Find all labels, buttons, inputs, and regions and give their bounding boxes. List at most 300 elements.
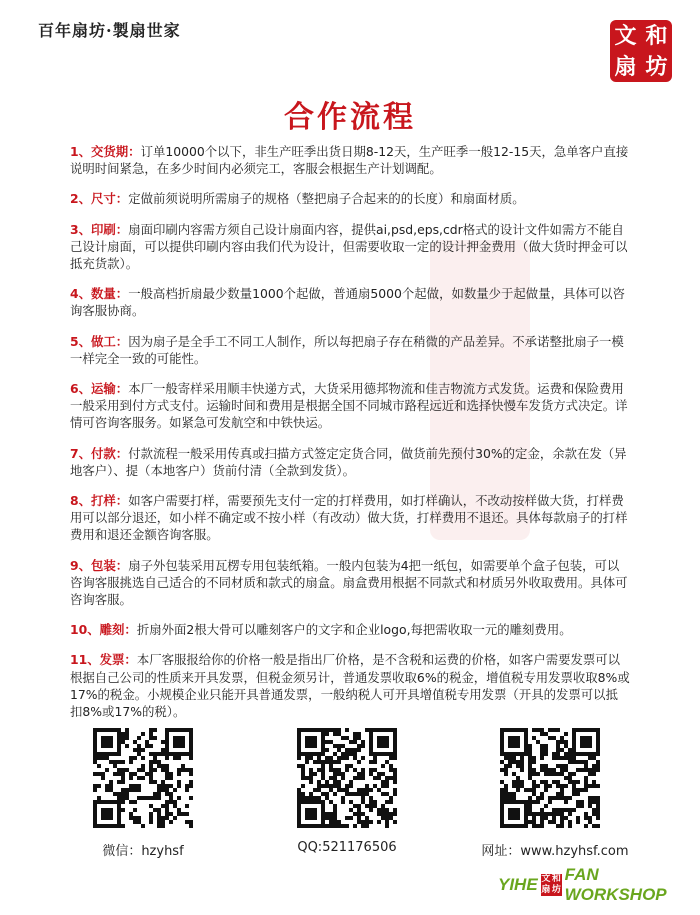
qr-module: [540, 768, 544, 772]
item-number: 4、: [70, 286, 92, 302]
qr-module: [548, 784, 552, 788]
qr-module: [349, 764, 353, 768]
qr-module: [564, 816, 568, 820]
qr-module: [129, 800, 133, 804]
qr-module: [556, 796, 560, 800]
qr-module: [185, 784, 189, 788]
qr-module: [153, 792, 157, 796]
item-number: 11、: [70, 652, 100, 668]
qr-module: [105, 788, 109, 792]
qr-module: [309, 792, 313, 796]
qr-module: [133, 816, 137, 820]
qr-module: [393, 820, 397, 824]
qr-module: [385, 776, 389, 780]
qr-module: [189, 768, 193, 772]
qr-module: [113, 772, 117, 776]
qr-module: [301, 768, 305, 772]
qr-module: [588, 816, 592, 820]
qr-module: [97, 784, 101, 788]
qr-module: [101, 756, 105, 760]
qr-module: [333, 744, 337, 748]
qr-module: [137, 748, 141, 752]
qr-module: [385, 808, 389, 812]
qr-module: [580, 760, 584, 764]
qr-module: [568, 812, 572, 816]
qr-module: [544, 772, 548, 776]
footer-brand-right: FAN WORKSHOP: [564, 865, 667, 904]
qr-module: [345, 768, 349, 772]
qr-module: [540, 808, 544, 812]
qr-module: [556, 748, 560, 752]
qr-module: [548, 772, 552, 776]
qr-module: [345, 792, 349, 796]
qr-module: [177, 780, 181, 784]
qr-module: [141, 824, 145, 828]
qr-module: [353, 812, 357, 816]
qr-module: [540, 792, 544, 796]
qr-module: [133, 784, 137, 788]
qr-module: [333, 728, 337, 732]
qr-module: [309, 768, 313, 772]
qr-module: [385, 784, 389, 788]
qr-module: [353, 736, 357, 740]
qr-module: [185, 788, 189, 792]
qr-module: [349, 808, 353, 812]
qr-module: [365, 824, 369, 828]
qr-module: [361, 772, 365, 776]
qr-module: [504, 788, 508, 792]
qr-module: [393, 808, 397, 812]
qr-module: [385, 824, 389, 828]
qr-module: [556, 812, 560, 816]
qr-module: [141, 764, 145, 768]
qr-module: [564, 796, 568, 800]
item-heading: 发票：: [99, 652, 137, 668]
qr-module: [173, 756, 177, 760]
qr-module: [121, 768, 125, 772]
qr-module: [584, 780, 588, 784]
qr-module: [341, 824, 345, 828]
qr-module: [592, 784, 596, 788]
qr-module: [157, 820, 161, 824]
qr-module: [329, 776, 333, 780]
qr-module: [157, 752, 161, 756]
qr-module: [580, 804, 584, 808]
qr-module: [560, 820, 564, 824]
qr-module: [317, 796, 321, 800]
item-number: 2、: [70, 191, 92, 207]
qr-module: [560, 736, 564, 740]
qr-module: [572, 788, 576, 792]
qr-module: [329, 788, 333, 792]
qr-module: [325, 760, 329, 764]
qr-module: [532, 728, 536, 732]
qr-module: [552, 812, 556, 816]
list-item: [70, 285, 630, 319]
qr-module: [536, 800, 540, 804]
qr-module: [528, 776, 532, 780]
qr-module: [584, 816, 588, 820]
qr-module: [357, 776, 361, 780]
qr-module: [165, 800, 169, 804]
qr-module: [596, 760, 600, 764]
qr-module: [385, 760, 389, 764]
qr-module: [337, 768, 341, 772]
qr-module: [373, 768, 377, 772]
qr-module: [121, 796, 125, 800]
qr-module: [353, 752, 357, 756]
qr-module: [377, 788, 381, 792]
item-heading: 印刷：: [91, 221, 129, 237]
qr-module: [584, 760, 588, 764]
qr-module: [189, 756, 193, 760]
qr-module: [161, 748, 165, 752]
qr-module: [313, 788, 317, 792]
qr-module: [576, 760, 580, 764]
logo-char: 和: [645, 22, 668, 49]
item-text: 订单10000个以下，非生产旺季出货日期8-12天，生产旺季一般12-15天，急单客户直接说明时间紧急，在多少时间内必须完工，客服会根据生产计划调配。: [70, 144, 629, 177]
qr-module: [177, 756, 181, 760]
qr-module: [365, 820, 369, 824]
website-qr-code[interactable]: [500, 728, 600, 828]
qr-module: [325, 748, 329, 752]
qr-module: [337, 728, 341, 732]
qr-module: [149, 728, 153, 732]
qr-module: [560, 812, 564, 816]
item-heading: 交货期：: [91, 144, 141, 159]
qr-module: [592, 768, 596, 772]
qr-module: [317, 756, 321, 760]
qr-module: [117, 792, 121, 796]
qr-module: [305, 776, 309, 780]
qr-module: [329, 764, 333, 768]
footer-mark: [541, 874, 562, 896]
qr-module: [137, 768, 141, 772]
qr-module: [596, 796, 600, 800]
qr-module: [544, 732, 548, 736]
qr-module: [361, 768, 365, 772]
qr-module: [369, 760, 373, 764]
item-number: 8、: [70, 493, 92, 509]
qr-module: [333, 820, 337, 824]
qr-module: [97, 796, 101, 800]
qr-module: [333, 808, 337, 812]
qr-module: [572, 784, 576, 788]
qr-module: [313, 760, 317, 764]
qr-finder-pattern: [508, 736, 520, 748]
qr-module: [381, 816, 385, 820]
qr-module: [129, 760, 133, 764]
qr-module: [129, 788, 133, 792]
qr-module: [345, 752, 349, 756]
qr-module: [185, 768, 189, 772]
qr-module: [572, 772, 576, 776]
qr-module: [165, 804, 169, 808]
qr-module: [564, 756, 568, 760]
qr-module: [181, 768, 185, 772]
qr-module: [596, 812, 600, 816]
qr-module: [560, 808, 564, 812]
qr-finder-pattern: [580, 736, 592, 748]
qr-module: [365, 816, 369, 820]
qr-module: [301, 772, 305, 776]
qr-module: [161, 780, 165, 784]
qr-module: [149, 804, 153, 808]
qr-module: [129, 776, 133, 780]
qr-module: [309, 756, 313, 760]
qr-module: [329, 800, 333, 804]
qr-module: [137, 784, 141, 788]
qr-module: [129, 812, 133, 816]
qr-module: [381, 808, 385, 812]
qr-module: [536, 784, 540, 788]
qr-module: [520, 768, 524, 772]
qr-module: [145, 796, 149, 800]
qr-module: [345, 816, 349, 820]
qr-module: [353, 824, 357, 828]
qr-module: [536, 796, 540, 800]
qr-module: [568, 748, 572, 752]
qr-module: [588, 800, 592, 804]
qr-module: [512, 772, 516, 776]
qr-module: [161, 820, 165, 824]
qr-module: [125, 796, 129, 800]
qr-module: [528, 772, 532, 776]
qr-module: [361, 792, 365, 796]
website-label[interactable]: 网址：www.hzyhsf.com: [481, 844, 629, 859]
qr-module: [137, 796, 141, 800]
qr-module: [337, 824, 341, 828]
qr-module: [369, 808, 373, 812]
qr-module: [361, 744, 365, 748]
qr-module: [165, 792, 169, 796]
qr-module: [149, 736, 153, 740]
qq-qr-code[interactable]: [297, 728, 397, 828]
qr-module: [548, 800, 552, 804]
qr-module: [572, 756, 576, 760]
qr-module: [325, 784, 329, 788]
qr-module: [508, 792, 512, 796]
qr-module: [189, 784, 193, 788]
qr-module: [540, 820, 544, 824]
qr-module: [512, 756, 516, 760]
qr-module: [361, 776, 365, 780]
qr-finder-pattern: [508, 808, 520, 820]
qr-module: [552, 816, 556, 820]
qr-module: [568, 756, 572, 760]
qr-module: [536, 740, 540, 744]
qr-module: [325, 728, 329, 732]
qr-module: [393, 788, 397, 792]
qr-module: [592, 764, 596, 768]
qr-module: [325, 792, 329, 796]
qr-module: [185, 804, 189, 808]
qr-module: [393, 772, 397, 776]
qr-module: [528, 808, 532, 812]
qr-module: [149, 796, 153, 800]
qr-module: [325, 780, 329, 784]
qr-module: [377, 820, 381, 824]
qr-module: [592, 808, 596, 812]
qr-module: [349, 816, 353, 820]
qr-module: [592, 800, 596, 804]
item-heading: 包装：: [91, 557, 129, 573]
qr-module: [528, 812, 532, 816]
qr-module: [153, 768, 157, 772]
qr-module: [125, 732, 129, 736]
qr-module: [516, 764, 520, 768]
qr-module: [353, 740, 357, 744]
qr-module: [349, 752, 353, 756]
qr-module: [532, 812, 536, 816]
qr-module: [576, 792, 580, 796]
item-heading: 运输：: [91, 381, 129, 397]
list-item: [70, 621, 630, 638]
qr-module: [121, 808, 125, 812]
wechat-qr-code[interactable]: [93, 728, 193, 828]
qr-module: [125, 736, 129, 740]
qr-module: [532, 736, 536, 740]
item-heading: 雕刻：: [99, 622, 137, 638]
qr-module: [333, 752, 337, 756]
qr-module: [393, 792, 397, 796]
qr-module: [149, 772, 153, 776]
qr-module: [161, 768, 165, 772]
qr-module: [361, 788, 365, 792]
qr-module: [137, 788, 141, 792]
qr-module: [556, 772, 560, 776]
qr-module: [357, 760, 361, 764]
footer-logo: [498, 865, 678, 904]
qr-module: [333, 792, 337, 796]
qr-module: [121, 740, 125, 744]
qr-module: [153, 728, 157, 732]
qr-module: [576, 816, 580, 820]
qr-module: [504, 772, 508, 776]
qr-module: [113, 792, 117, 796]
qr-module: [584, 776, 588, 780]
qr-module: [540, 780, 544, 784]
qr-module: [556, 728, 560, 732]
qr-module: [592, 796, 596, 800]
qr-module: [373, 776, 377, 780]
qr-module: [381, 780, 385, 784]
qr-module: [552, 780, 556, 784]
qr-module: [121, 772, 125, 776]
qr-module: [329, 760, 333, 764]
qr-module: [333, 784, 337, 788]
qr-module: [568, 808, 572, 812]
qr-module: [580, 800, 584, 804]
qr-module: [113, 764, 117, 768]
qr-module: [588, 772, 592, 776]
item-text: 本厂客服报给你的价格一般是指出厂价格，是不含税和运费的价格，如客户需要发票可以根据自己公司的性质来开具发票，但税金须另计，普通发票收取6%的税金，增值税专用发票收取8%或17%的税金。小规模企业只能开具普通发票，一般纳税人可开具增值税专用发票（开具的发票可以抵扣8%或17%的税）。: [70, 652, 630, 720]
qr-module: [393, 812, 397, 816]
qr-module: [297, 792, 301, 796]
qr-module: [564, 740, 568, 744]
qr-module: [504, 768, 508, 772]
item-heading: 做工：: [91, 333, 129, 349]
qr-module: [337, 784, 341, 788]
qr-module: [109, 784, 113, 788]
qr-module: [341, 756, 345, 760]
qr-module: [552, 756, 556, 760]
qr-module: [365, 788, 369, 792]
qr-module: [345, 728, 349, 732]
qr-module: [369, 796, 373, 800]
qr-module: [596, 764, 600, 768]
qr-module: [381, 804, 385, 808]
qr-module: [297, 796, 301, 800]
qr-module: [548, 728, 552, 732]
qr-module: [165, 808, 169, 812]
qr-module: [357, 732, 361, 736]
qr-module: [516, 776, 520, 780]
item-text: 定做前须说明所需扇子的规格（整把扇子合起来的的长度）和扇面材质。: [128, 191, 525, 207]
qr-module: [161, 788, 165, 792]
qr-module: [552, 752, 556, 756]
qr-module: [548, 736, 552, 740]
qr-module: [137, 744, 141, 748]
qr-module: [153, 780, 157, 784]
qr-module: [305, 760, 309, 764]
item-heading: 尺寸：: [91, 191, 129, 207]
qr-module: [345, 788, 349, 792]
qr-module: [97, 756, 101, 760]
qr-module: [137, 752, 141, 756]
qr-module: [500, 760, 504, 764]
qr-module: [161, 740, 165, 744]
qr-module: [177, 812, 181, 816]
qr-module: [524, 788, 528, 792]
qr-module: [165, 784, 169, 788]
qr-module: [333, 804, 337, 808]
qr-module: [584, 764, 588, 768]
qr-module: [389, 764, 393, 768]
qr-module: [109, 780, 113, 784]
qr-module: [181, 764, 185, 768]
qr-module: [592, 772, 596, 776]
qr-module: [556, 808, 560, 812]
qr-module: [500, 792, 504, 796]
qr-module: [329, 784, 333, 788]
qr-module: [309, 776, 313, 780]
qr-module: [145, 744, 149, 748]
qr-module: [357, 816, 361, 820]
qr-module: [389, 812, 393, 816]
qr-module: [341, 752, 345, 756]
qr-module: [153, 736, 157, 740]
qr-module: [532, 756, 536, 760]
qr-module: [500, 780, 504, 784]
qr-module: [584, 784, 588, 788]
qr-finder-pattern: [101, 808, 113, 820]
qr-module: [373, 804, 377, 808]
qr-module: [121, 760, 125, 764]
qr-module: [516, 784, 520, 788]
qr-module: [393, 756, 397, 760]
qr-module: [556, 824, 560, 828]
qr-module: [357, 804, 361, 808]
qr-module: [504, 756, 508, 760]
qr-module: [520, 784, 524, 788]
qr-module: [568, 760, 572, 764]
qr-module: [329, 756, 333, 760]
qr-module: [353, 804, 357, 808]
qr-module: [520, 764, 524, 768]
qr-module: [532, 780, 536, 784]
qr-module: [560, 796, 564, 800]
